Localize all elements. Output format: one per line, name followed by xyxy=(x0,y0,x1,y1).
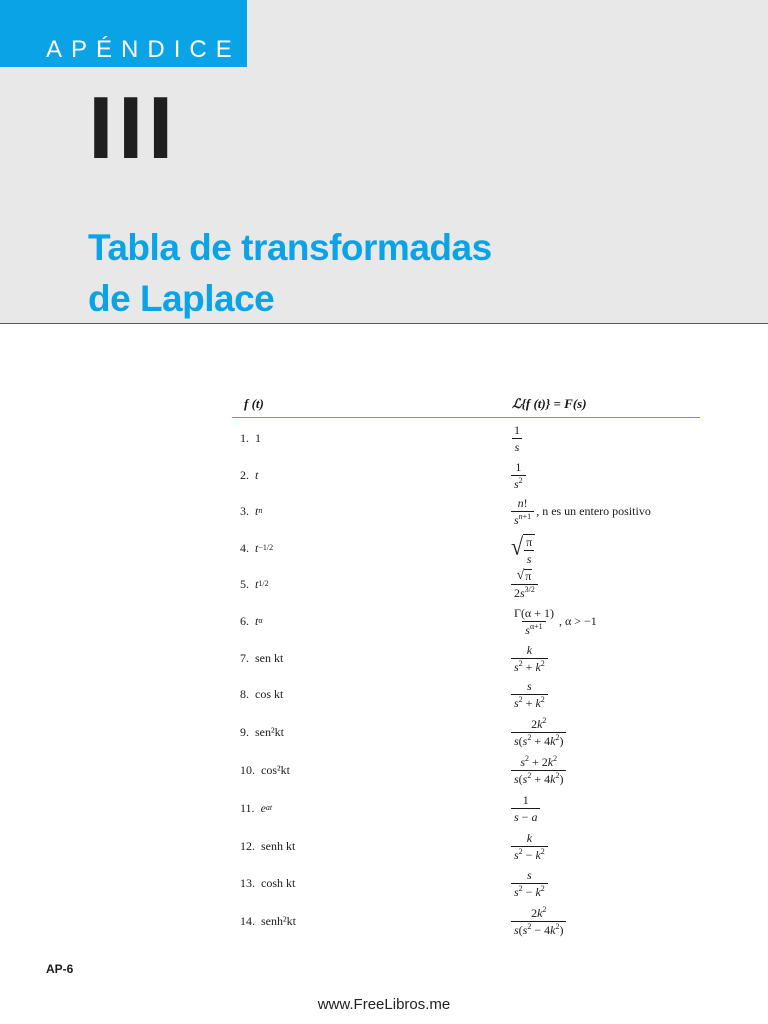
table-row xyxy=(0,420,768,456)
table-row xyxy=(0,566,768,602)
row-number: 12. xyxy=(240,838,255,853)
ft-cell xyxy=(240,903,296,939)
ft-expression: cos kt xyxy=(255,686,284,701)
row-number: 14. xyxy=(240,913,255,928)
row-number: 11. xyxy=(240,800,255,815)
fs-cell: $\frac{n!}{s^{n+1}}$ , n es un entero positivo xyxy=(511,493,651,529)
ft-base: t xyxy=(255,503,259,518)
table-row xyxy=(0,603,768,639)
ft-cell xyxy=(240,752,290,788)
table-row xyxy=(0,457,768,493)
row-number: 13. xyxy=(240,875,255,890)
column-header-fs: ℒ{f (t)} = F(s) xyxy=(512,396,587,411)
ft-expression: 1 xyxy=(255,430,261,445)
row-number: 7. xyxy=(240,650,249,665)
ft-cell xyxy=(240,790,272,826)
ft-expression: sen kt xyxy=(255,650,284,665)
table-row xyxy=(0,530,768,566)
row-number: 8. xyxy=(240,686,249,701)
row-number: 6. xyxy=(240,613,249,628)
table-row xyxy=(0,903,768,939)
header-band xyxy=(0,0,768,324)
fs-cell: $\frac{\Gamma(\alpha + 1)}{s^{\alpha+1}}$ , α > −1 xyxy=(514,605,597,637)
table-row xyxy=(0,752,768,788)
fs-cell: $\frac{k}{s^2 + k^2}$ xyxy=(511,640,548,676)
fs-cell: √ $\frac{\pi}{s}$ xyxy=(511,530,535,566)
ft-cell xyxy=(240,865,295,901)
appendix-numeral: III xyxy=(88,78,178,177)
ft-cell xyxy=(240,640,283,676)
fs-cell: $\frac{1}{s}$ xyxy=(511,420,523,456)
fs-cell: $\frac{1}{s^2}$ xyxy=(511,457,526,493)
title-line-2: de Laplace xyxy=(88,278,275,319)
fs-cell: $\frac{s}{s^2 + k^2}$ xyxy=(511,676,548,712)
page-title xyxy=(88,222,492,324)
ft-exponent: at xyxy=(265,803,273,812)
fs-cell: $\frac{2k^2}{s(s^2 - 4k^2)}$ xyxy=(511,903,566,939)
table-row xyxy=(0,493,768,529)
row-number: 2. xyxy=(240,467,249,482)
ft-cell xyxy=(240,493,262,529)
row-number: 4. xyxy=(240,540,249,555)
fs-cell: $\frac{1}{s - a}$ xyxy=(511,790,540,826)
row-number: 5. xyxy=(240,576,249,591)
fs-cell: $\frac{s^2 + 2k^2}{s(s^2 + 4k^2)}$ xyxy=(511,752,566,788)
page-number: AP-6 xyxy=(46,962,74,976)
row-number: 10. xyxy=(240,762,255,777)
ft-cell xyxy=(240,457,258,493)
table-header xyxy=(232,395,700,418)
table-row xyxy=(0,865,768,901)
table-row xyxy=(0,790,768,826)
ft-cell xyxy=(240,676,283,712)
ft-base: e xyxy=(260,800,266,815)
ft-expression: cosh kt xyxy=(261,875,296,890)
table-row xyxy=(0,676,768,712)
fs-cell: $\frac{2k^2}{s(s^2 + 4k^2)}$ xyxy=(511,714,566,750)
ft-expression: sen²kt xyxy=(255,724,284,739)
title-line-1: Tabla de transformadas xyxy=(88,227,492,268)
fs-cell: $\frac{s}{s^2 - k^2}$ xyxy=(511,865,548,901)
table-row xyxy=(0,640,768,676)
row-number: 3. xyxy=(240,503,249,518)
column-header-ft: f (t) xyxy=(244,396,264,411)
ft-base: t xyxy=(255,576,259,591)
row-note: , n es un entero positivo xyxy=(536,503,651,518)
table-row xyxy=(0,714,768,750)
ft-cell: 6. t α xyxy=(240,613,263,628)
ft-exponent: n xyxy=(258,506,263,515)
ft-expression: cos²kt xyxy=(261,762,290,777)
fs-cell: √ π $2s^{3/2}$ xyxy=(511,566,538,602)
table-row xyxy=(0,828,768,864)
ft-cell xyxy=(240,714,284,750)
ft-expression: senh kt xyxy=(261,838,296,853)
row-number: 9. xyxy=(240,724,249,739)
ft-cell xyxy=(240,828,295,864)
ft-cell: 5. t 1/2 xyxy=(240,576,269,591)
ft-expression: senh²kt xyxy=(261,913,296,928)
row-number: 1. xyxy=(240,430,249,445)
ft-cell xyxy=(240,420,261,456)
ft-cell: 4. t −1/2 xyxy=(240,540,274,555)
footer-url[interactable]: www.FreeLibros.me xyxy=(317,996,451,1013)
appendix-tab xyxy=(0,0,247,67)
row-note: , α > −1 xyxy=(558,613,597,628)
fs-cell: $\frac{k}{s^2 - k^2}$ xyxy=(511,828,548,864)
ft-base: t xyxy=(255,613,259,628)
ft-base: t xyxy=(255,540,259,555)
ft-expression: t xyxy=(255,467,259,482)
appendix-label: APÉNDICE xyxy=(46,36,241,63)
